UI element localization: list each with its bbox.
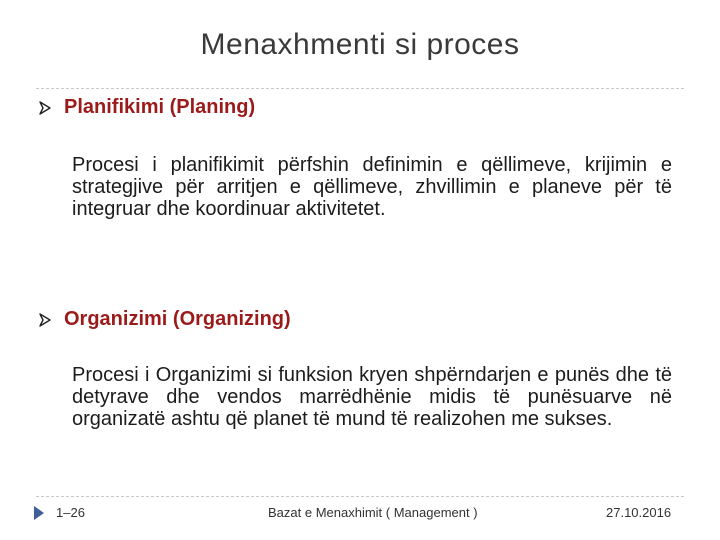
slide-title: Menaxhmenti si proces — [200, 28, 520, 61]
section-2-bullet — [38, 308, 291, 331]
arrow-bullet-icon — [38, 313, 52, 327]
slide-marker-icon — [34, 506, 44, 520]
title-divider — [36, 88, 684, 89]
section-2-text: Procesi i Organizimi si funksion kryen shpërndarjen e punës dhe të detyrave dhe vendos marrëdhënie midis të punësuarve në organizatë ashtu që planet të mund të realizohen me sukses. — [72, 364, 672, 430]
section-1-heading: Planifikimi (Planing) — [64, 96, 256, 118]
footer-course-title: Bazat e Menaxhimit ( Management ) — [268, 505, 478, 520]
arrow-bullet-icon — [38, 101, 52, 115]
footer-date: 27.10.2016 — [606, 505, 672, 520]
section-1-text: Procesi i planifikimit përfshin definimin e qëllimeve, krijimin e strategjive për arritjen e qëllimeve, zhvillimin e planeve për të integruar dhe koordinuar aktivitetet. — [72, 154, 672, 220]
section-2-heading: Organizimi (Organizing) — [64, 308, 291, 330]
footer-page-number: 1–26 — [56, 505, 85, 520]
section-1-bullet — [38, 96, 255, 119]
footer-divider — [36, 496, 684, 497]
